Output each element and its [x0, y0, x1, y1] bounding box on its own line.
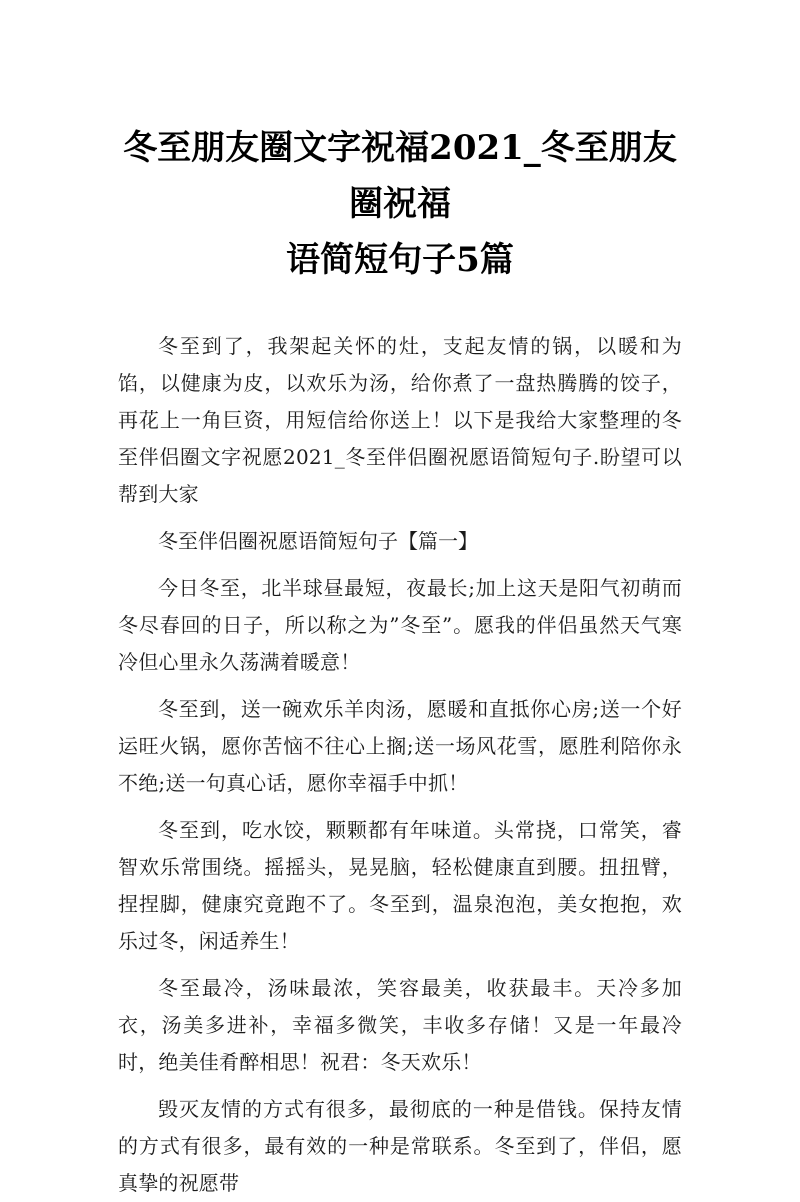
body-paragraph-3: 冬至到，吃水饺，颗颗都有年味道。头常挠，口常笑，睿智欢乐常围绕。摇摇头，晃晃脑，轻松健康直到腰。扭扭臂，捏捏脚，健康究竟跑不了。冬至到，温泉泡泡，美女抱抱，欢乐过冬，闲适养生！	[118, 818, 682, 953]
body-paragraph-4: 冬至最冷，汤味最浓，笑容最美，收获最丰。天冷多加衣，汤美多进补，幸福多微笑，丰收多存储！又是一年最冷时，绝美佳肴醉相思！祝君：冬天欢乐！	[118, 976, 682, 1074]
intro-paragraph: 冬至到了，我架起关怀的灶，支起友情的锅，以暖和为馅，以健康为皮，以欢乐为汤，给你煮了一盘热腾腾的饺子，再花上一角巨资，用短信给你送上！以下是我给大家整理的冬至伴侣圈文字祝愿2021_冬至伴侣圈祝愿语简短句子.盼望可以帮到大家	[118, 334, 682, 506]
title-line-1: 冬至朋友圈文字祝福2021_冬至朋友圈祝福	[123, 128, 677, 224]
section-heading: 冬至伴侣圈祝愿语简短句子【篇一】	[158, 529, 478, 553]
body-paragraph-2: 冬至到，送一碗欢乐羊肉汤，愿暖和直抵你心房;送一个好运旺火锅，愿你苦恼不往心上搁;送一场风花雪，愿胜利陪你永不绝;送一句真心话，愿你幸福手中抓！	[118, 697, 682, 795]
title-line-2: 语简短句子5篇	[286, 240, 514, 280]
body-paragraph-5: 毁灭友情的方式有很多，最彻底的一种是借钱。保持友情的方式有很多，最有效的一种是常联系。冬至到了，伴侣，愿真挚的祝愿带	[118, 1097, 682, 1195]
body-paragraph-1: 今日冬至，北半球昼最短，夜最长;加上这天是阳气初萌而冬尽春回的日子，所以称之为”冬至”。愿我的伴侣虽然天气寒冷但心里永久荡满着暖意！	[118, 576, 682, 674]
document-title	[118, 120, 682, 288]
